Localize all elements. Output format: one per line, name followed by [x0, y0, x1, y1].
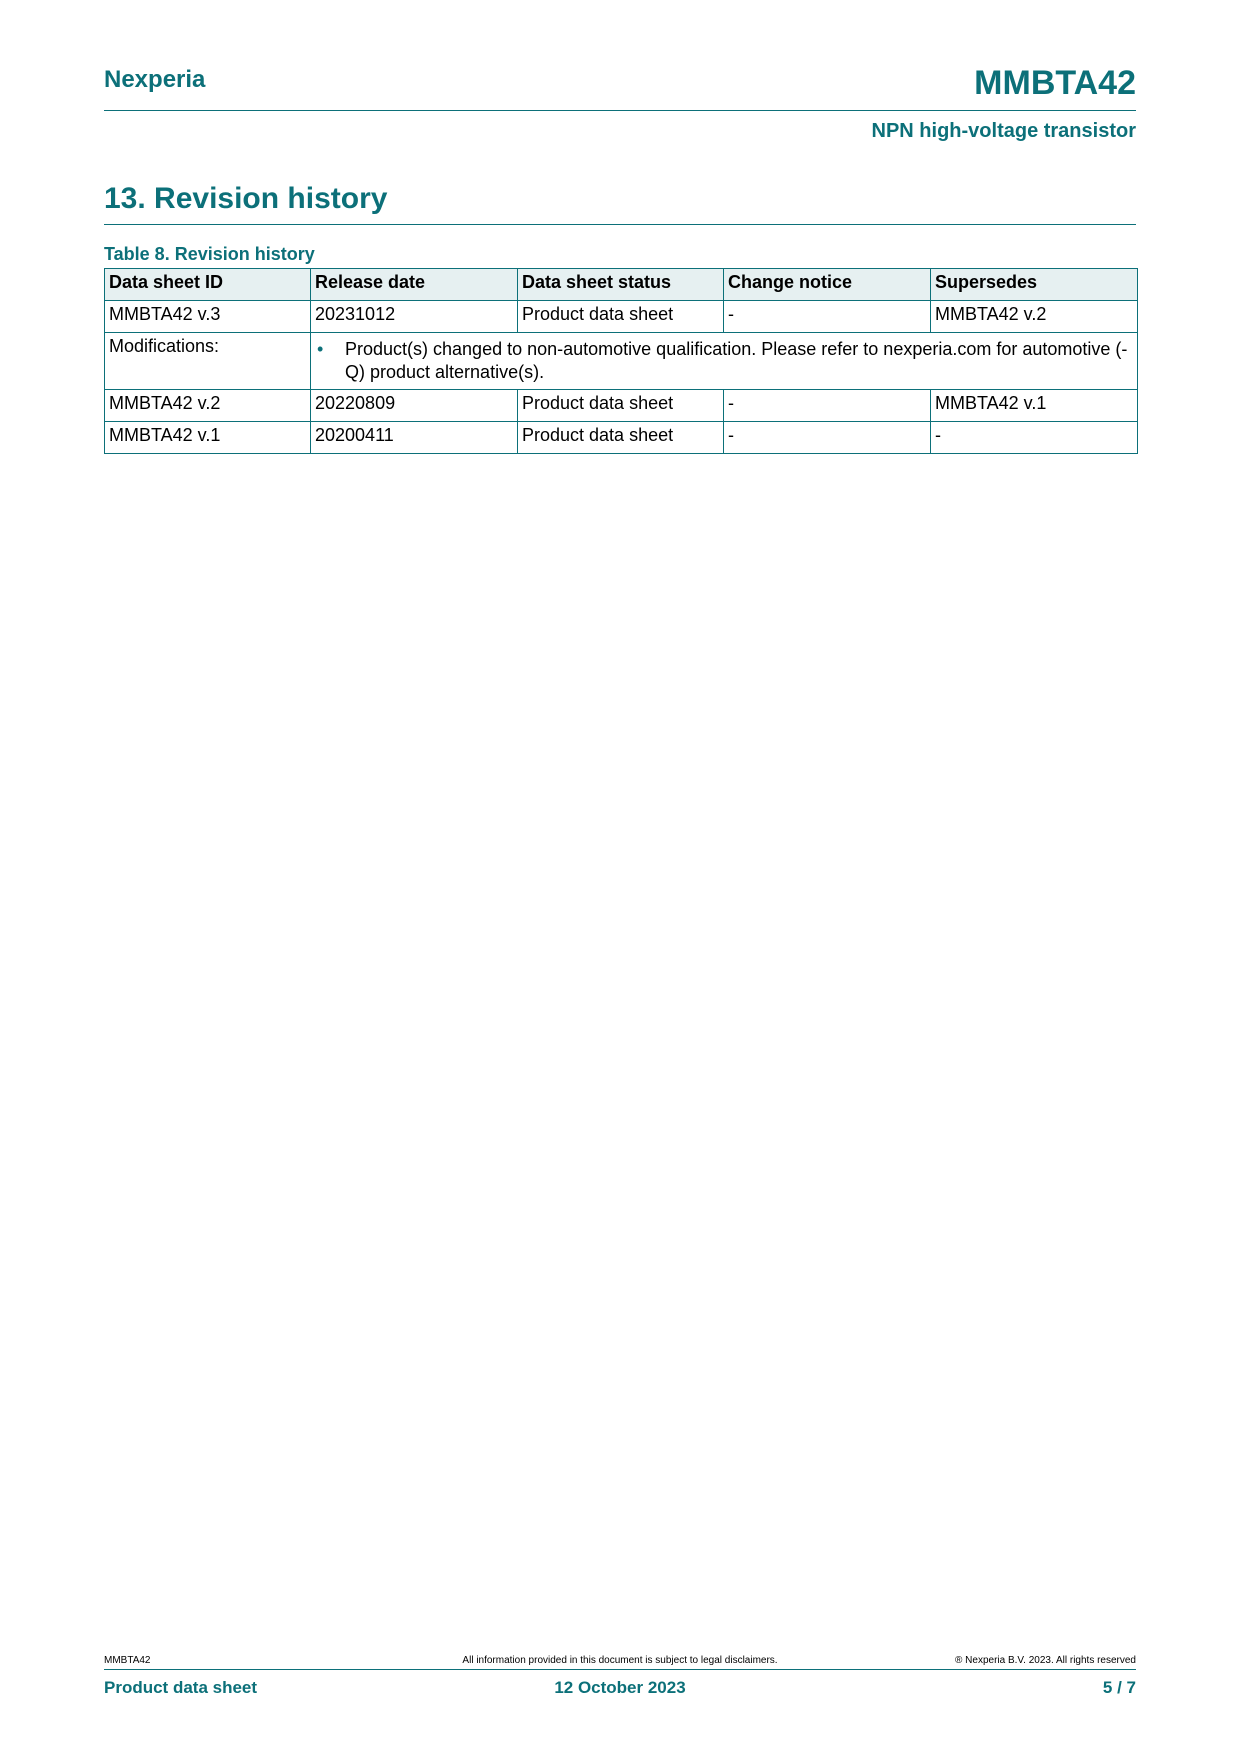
- table-header-row: [105, 269, 1138, 301]
- column-header: Supersedes: [931, 269, 1138, 301]
- modification-text: Product(s) changed to non-automotive qualification. Please refer to nexperia.com for automotive (-Q) product alternative(s).: [345, 339, 1128, 382]
- footer-copyright: ® Nexperia B.V. 2023. All rights reserved: [955, 1655, 1136, 1666]
- product-subtitle: NPN high-voltage transistor: [871, 120, 1136, 142]
- modifications-content: [311, 333, 1138, 390]
- table-row: [105, 422, 1138, 454]
- footer-disclaimer: All information provided in this document is subject to legal disclaimers.: [462, 1655, 778, 1666]
- table-cell: -: [724, 390, 931, 422]
- table-caption: Table 8. Revision history: [104, 244, 315, 264]
- footer-divider: [104, 1669, 1136, 1670]
- column-header: Change notice: [724, 269, 931, 301]
- table-cell: Product data sheet: [518, 390, 724, 422]
- column-header: Data sheet status: [518, 269, 724, 301]
- column-header: Release date: [311, 269, 518, 301]
- bullet-icon: •: [317, 339, 324, 359]
- table-cell: MMBTA42 v.2: [931, 301, 1138, 333]
- company-name: Nexperia: [104, 66, 206, 93]
- modifications-row: [105, 333, 1138, 390]
- table-cell: -: [724, 301, 931, 333]
- footer-date: 12 October 2023: [554, 1678, 686, 1697]
- footer-doc-id: MMBTA42: [104, 1655, 151, 1666]
- table-cell: 20200411: [311, 422, 518, 454]
- table-cell: Product data sheet: [518, 301, 724, 333]
- footer-doc-type: Product data sheet: [104, 1678, 258, 1697]
- table-cell: 20220809: [311, 390, 518, 422]
- table-cell: MMBTA42 v.3: [105, 301, 311, 333]
- table-cell: MMBTA42 v.1: [105, 422, 311, 454]
- column-header: Data sheet ID: [105, 269, 311, 301]
- table-cell: 20231012: [311, 301, 518, 333]
- revision-history-table: [104, 268, 1138, 454]
- modifications-label: Modifications:: [105, 333, 311, 390]
- footer-page-number: 5 / 7: [1102, 1678, 1136, 1697]
- table-cell: Product data sheet: [518, 422, 724, 454]
- table-row: [105, 301, 1138, 333]
- table-cell: MMBTA42 v.2: [105, 390, 311, 422]
- section-title: 13. Revision history: [104, 182, 388, 215]
- table-cell: MMBTA42 v.1: [931, 390, 1138, 422]
- table-cell: -: [724, 422, 931, 454]
- table-cell: -: [931, 422, 1138, 454]
- section-divider: [104, 224, 1136, 225]
- product-title: MMBTA42: [974, 64, 1136, 102]
- header-divider: [104, 110, 1136, 111]
- table-row: [105, 390, 1138, 422]
